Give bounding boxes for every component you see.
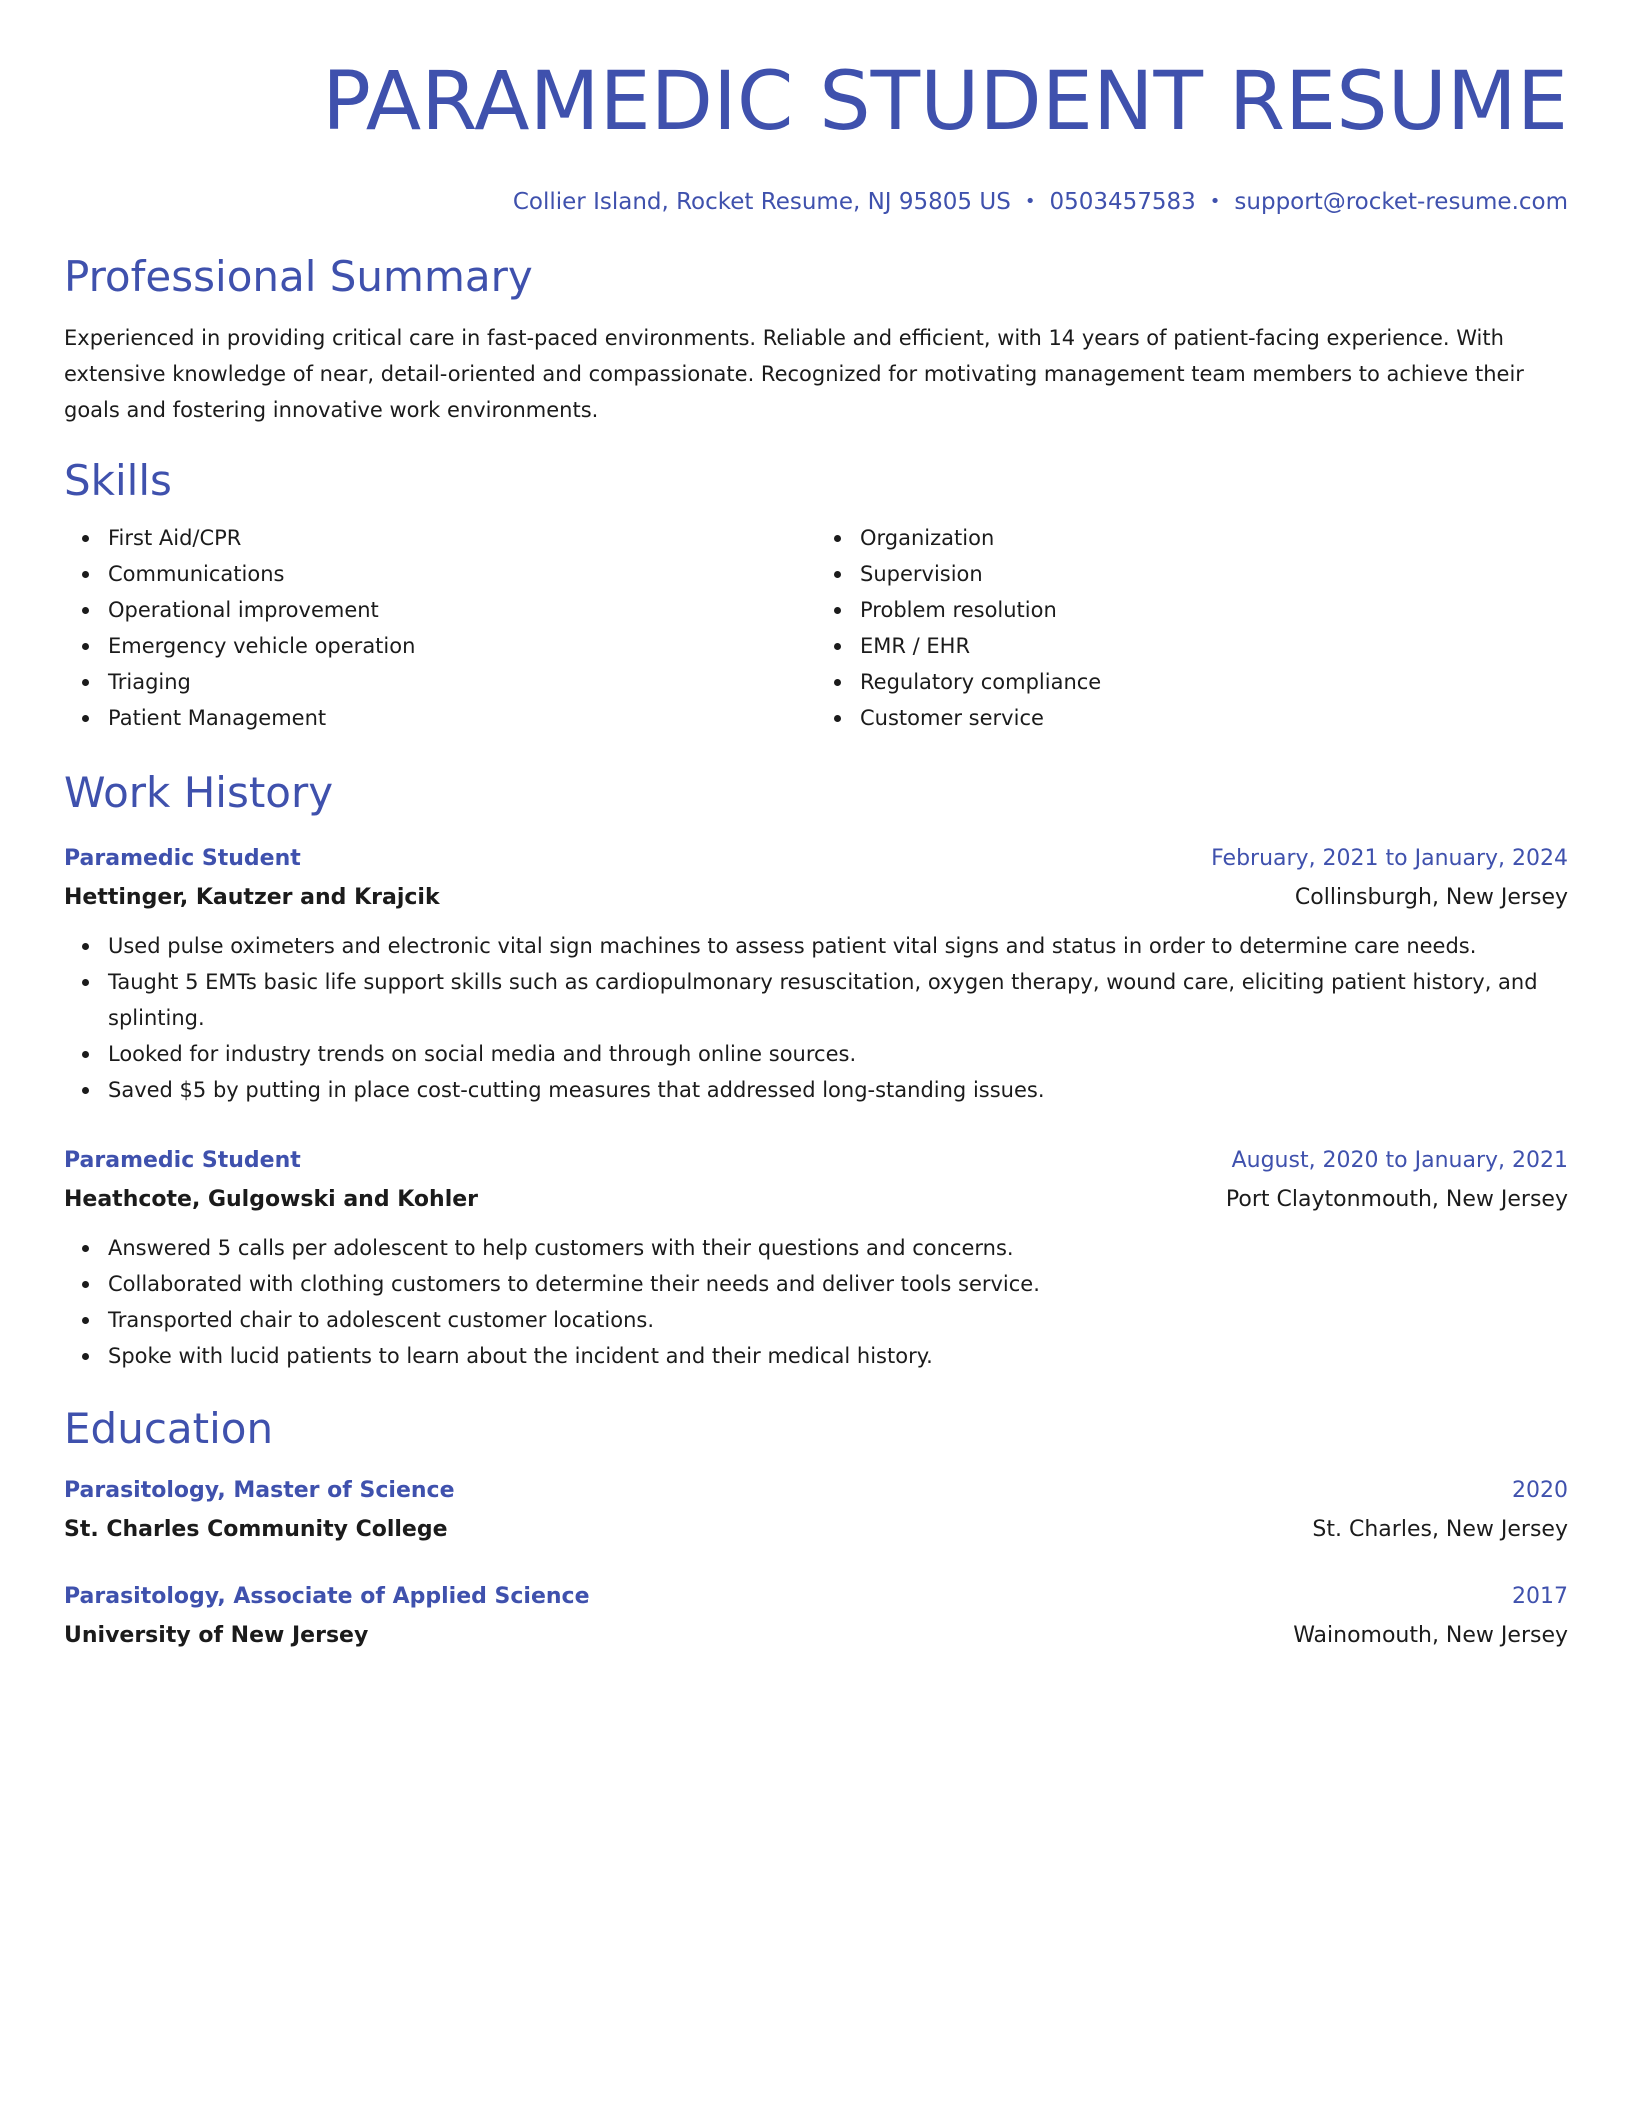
job-title: Paramedic Student: [64, 846, 301, 871]
job-bullet: Looked for industry trends on social media and through online sources.: [108, 1036, 1568, 1072]
education-entry-header: [64, 1472, 1568, 1510]
skill-item: Operational improvement: [108, 592, 816, 628]
job-bullet: Spoke with lucid patients to learn about the incident and their medical history.: [108, 1338, 1568, 1374]
contact-separator: •: [1024, 191, 1036, 212]
skill-item: Supervision: [860, 556, 1568, 592]
section-title-work-history: Work History: [64, 768, 334, 817]
work-entry-subheader: [64, 1180, 1568, 1220]
job-bullet: Collaborated with clothing customers to determine their needs and deliver tools service.: [108, 1266, 1568, 1302]
skills-list-left: [64, 520, 816, 736]
education-section: [64, 1404, 1568, 1656]
education-entry: [64, 1472, 1568, 1550]
school-name: University of New Jersey: [64, 1623, 369, 1648]
skills-grid: [64, 520, 1568, 736]
job-bullet: Answered 5 calls per adolescent to help customers with their questions and concerns.: [108, 1230, 1568, 1266]
job-bullets: [64, 1230, 1568, 1374]
school-location: St. Charles, New Jersey: [1312, 1517, 1568, 1542]
job-bullet: Saved $5 by putting in place cost-cutting measures that addressed long-standing issues.: [108, 1072, 1568, 1108]
section-title-education: Education: [64, 1404, 274, 1453]
degree-title: Parasitology, Associate of Applied Science: [64, 1584, 590, 1609]
job-bullet: Used pulse oximeters and electronic vital sign machines to assess patient vital signs and status in order to determine care needs.: [108, 928, 1568, 964]
graduation-year: 2017: [1512, 1584, 1568, 1609]
job-dates: August, 2020 to January, 2021: [1231, 1148, 1568, 1173]
skill-item: Customer service: [860, 700, 1568, 736]
job-bullets: [64, 928, 1568, 1108]
contact-phone: 0503457583: [1049, 189, 1196, 215]
skills-list-right: [816, 520, 1568, 736]
education-entry-subheader: [64, 1510, 1568, 1550]
education-entry-subheader: [64, 1616, 1568, 1656]
job-title: Paramedic Student: [64, 1148, 301, 1173]
summary-text: Experienced in providing critical care in fast-paced environments. Reliable and efficient, with 14 years of patient-facing experience. With extensive knowledge of near, detail-oriented and compassionate. Recognized for motivating management team members to achieve their goals and fostering innovative work environments.: [64, 326, 1524, 422]
skill-item: Triaging: [108, 664, 816, 700]
work-entry: [64, 1142, 1568, 1374]
work-history-section: [64, 768, 1568, 1374]
graduation-year: 2020: [1512, 1478, 1568, 1503]
job-location: Port Claytonmouth, New Jersey: [1225, 1187, 1568, 1212]
resume-title: PARAMEDIC STUDENT RESUME: [322, 55, 1568, 149]
degree-title: Parasitology, Master of Science: [64, 1478, 455, 1503]
company-name: Heathcote, Gulgowski and Kohler: [64, 1187, 479, 1212]
contact-separator: •: [1209, 191, 1221, 212]
job-dates: February, 2021 to January, 2024: [1211, 846, 1568, 871]
education-entry-header: [64, 1578, 1568, 1616]
job-bullet: Taught 5 EMTs basic life support skills such as cardiopulmonary resuscitation, oxygen therapy, wound care, eliciting patient history, and splinting.: [108, 964, 1568, 1036]
resume-header: [64, 0, 1568, 216]
skill-item: EMR / EHR: [860, 628, 1568, 664]
skill-item: Regulatory compliance: [860, 664, 1568, 700]
skill-item: Emergency vehicle operation: [108, 628, 816, 664]
work-entry: [64, 840, 1568, 1108]
company-name: Hettinger, Kautzer and Krajcik: [64, 885, 440, 910]
contact-email[interactable]: support@rocket-resume.com: [1234, 189, 1568, 215]
work-entry-header: [64, 1142, 1568, 1180]
contact-address: Collier Island, Rocket Resume, NJ 95805 US: [512, 189, 1011, 215]
skill-item: Communications: [108, 556, 816, 592]
section-title-summary: Professional Summary: [64, 252, 533, 301]
school-location: Wainomouth, New Jersey: [1293, 1623, 1568, 1648]
job-bullet: Transported chair to adolescent customer locations.: [108, 1302, 1568, 1338]
work-entry-subheader: [64, 878, 1568, 918]
skill-item: Problem resolution: [860, 592, 1568, 628]
professional-summary-section: [64, 252, 1568, 428]
skill-item: First Aid/CPR: [108, 520, 816, 556]
section-title-skills: Skills: [64, 456, 172, 505]
skill-item: Organization: [860, 520, 1568, 556]
work-entry-header: [64, 840, 1568, 878]
education-entry: [64, 1578, 1568, 1656]
school-name: St. Charles Community College: [64, 1517, 448, 1542]
skill-item: Patient Management: [108, 700, 816, 736]
job-location: Collinsburgh, New Jersey: [1294, 885, 1568, 910]
contact-line: [64, 188, 1568, 216]
skills-section: [64, 456, 1568, 736]
